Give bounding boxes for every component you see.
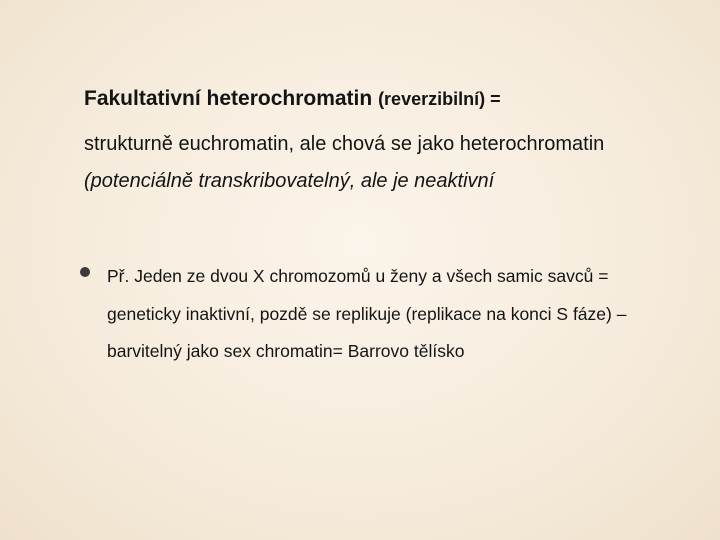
bullet-dot-icon — [80, 267, 90, 277]
definition-regular: strukturně euchromatin, ale chová se jako heterochromatin — [84, 133, 605, 155]
slide-heading — [84, 86, 704, 111]
definition-italic: (potenciálně transkribovatelný, ale je neaktivní — [84, 170, 495, 192]
heading-term: Fakultativní heterochromatin — [84, 87, 373, 110]
bullet-text: Př. Jeden ze dvou X chromozomů u ženy a všech samic savců = geneticky inaktivní, pozdě se replikuje (replikace na konci S fáze) – barvitelný jako sex chromatin= Barrovo tělísko — [107, 266, 627, 361]
heading-qualifier: (reverzibilní) = — [378, 89, 501, 109]
definition-text — [84, 126, 704, 200]
